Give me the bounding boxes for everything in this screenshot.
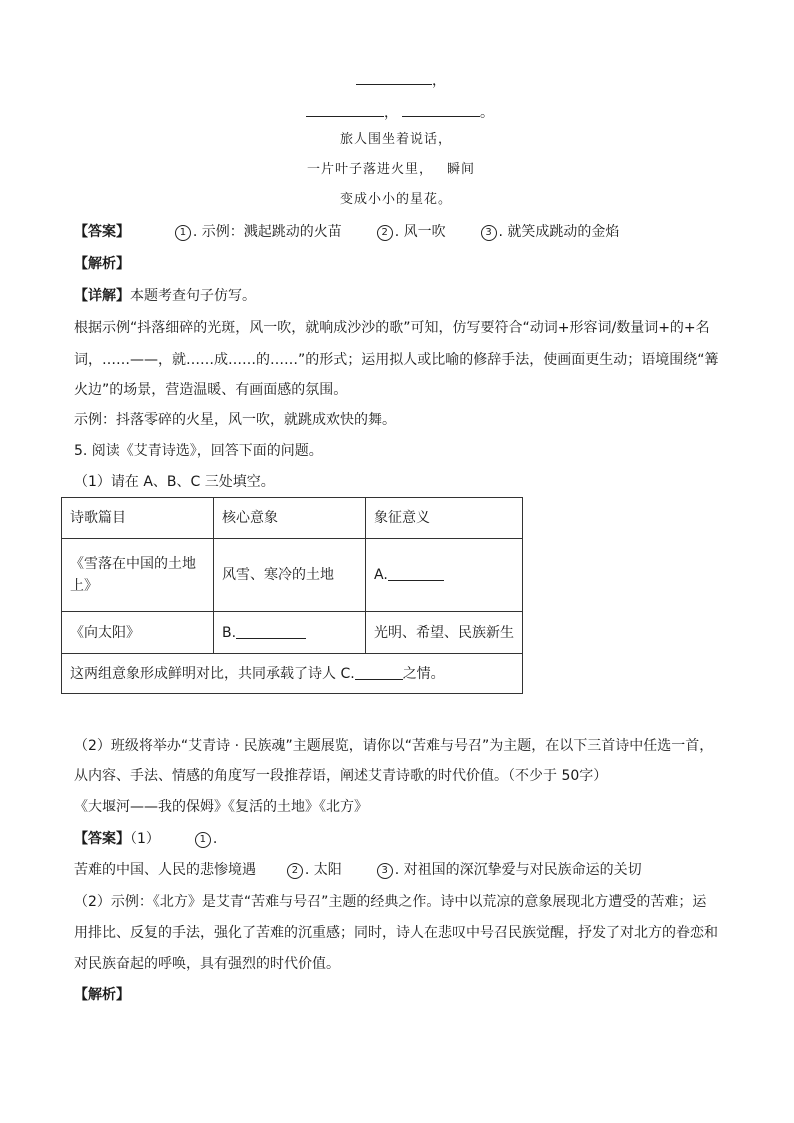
fill-blank: [236, 623, 306, 639]
table-header: 象征意义: [366, 498, 523, 539]
circled-number: 3: [481, 225, 497, 241]
circled-number: 1: [195, 832, 211, 848]
table-cell: B.: [214, 612, 366, 654]
answer-label: 【答案】: [74, 224, 130, 240]
poem-line-2: ， 。: [306, 102, 494, 123]
poem-line-1: ，: [356, 70, 446, 91]
circled-number: 2: [377, 225, 393, 241]
poem-line-5: 变成小小的星花。: [340, 192, 453, 207]
answer-paragraph-line: 用排比、反复的手法，强化了苦难的沉重感；同时，诗人在悲叹中号召民族觉醒，抒发了对北方的眷恋和: [74, 925, 718, 941]
question-title: 5. 阅读《艾青诗选》，回答下面的问题。: [74, 443, 323, 459]
analysis-label: 【解析】: [74, 987, 130, 1003]
circled-number: 2: [287, 863, 303, 879]
table-cell: 《雪落在中国的土地 上》: [62, 539, 214, 612]
answer-row-2: 【答案】（1） 1 .: [74, 831, 218, 847]
answer-row-1: 【答案】 1 . 示例：溅起跳动的火苗 2 . 风一吹 3 . 就笑成跳动的金焰: [74, 224, 620, 240]
fill-blank: [402, 102, 480, 117]
table-cell: 风雪、寒冷的土地: [214, 539, 366, 612]
table-footer: 这两组意象形成鲜明对比，共同承载了诗人 C. 之情。: [62, 654, 523, 694]
sub-question-2-line: 从内容、手法、情感的角度写一段推荐语，阐述艾青诗歌的时代价值。（不少于 50字）: [74, 768, 608, 784]
table-cell: 光明、希望、民族新生: [366, 612, 523, 654]
circled-number: 1: [175, 225, 191, 241]
answer-table: [61, 497, 523, 694]
sub-question-2-line: （2）班级将举办“艾青诗 · 民族魂”主题展览，请你以“苦难与号召”为主题，在以下三首诗中任选一首，: [74, 738, 714, 754]
answer-label: 【答案】: [74, 831, 130, 847]
fill-blank: [388, 565, 444, 581]
detail-line: 【详解】本题考查句子仿写。: [74, 288, 256, 304]
table-header: 核心意象: [214, 498, 366, 539]
analysis-paragraph-line: 词，……——，就……成……的……”的形式；运用拟人或比喻的修辞手法，使画面更生动；语境围绕“篝: [74, 352, 719, 368]
table-cell: A.: [366, 539, 523, 612]
analysis-paragraph-line: 根据示例“抖落细碎的光斑，风一吹，就响成沙沙的歌”可知，仿写要符合“动词+形容词/数量词+的+名: [74, 320, 710, 336]
poem-line-3: 旅人围坐着说话，: [340, 132, 453, 147]
analysis-example: 示例：抖落零碎的火星，风一吹，就跳成欢快的舞。: [74, 412, 396, 428]
fill-blank: [356, 70, 432, 85]
answer-paragraph-line: 对民族奋起的呼唤，具有强烈的时代价值。: [74, 956, 340, 972]
sub-question-1: （1）请在 A、B、C 三处填空。: [74, 474, 275, 490]
poem-line-4: 一片叶子落进火里， 瞬间: [307, 162, 476, 177]
table-header: 诗歌篇目: [62, 498, 214, 539]
poem-choices: 《大堰河——我的保姆》《复活的土地》《北方》: [74, 799, 368, 815]
circled-number: 3: [377, 863, 393, 879]
analysis-label: 【解析】: [74, 256, 130, 272]
fill-blank: [306, 102, 384, 117]
analysis-paragraph-line: 火边”的场景，营造温暖、有画面感的氛围。: [74, 382, 348, 398]
answer-paragraph-line: （2）示例：《北方》是艾青“苦难与号召”主题的经典之作。诗中以荒凉的意象展现北方遭受的苦难；运: [74, 894, 707, 910]
fill-blank: [355, 664, 403, 680]
answer-line: 苦难的中国、人民的悲惨境遇 2 . 太阳 3 . 对祖国的深沉挚爱与对民族命运的关切: [74, 862, 642, 878]
table-cell: 《向太阳》: [62, 612, 214, 654]
